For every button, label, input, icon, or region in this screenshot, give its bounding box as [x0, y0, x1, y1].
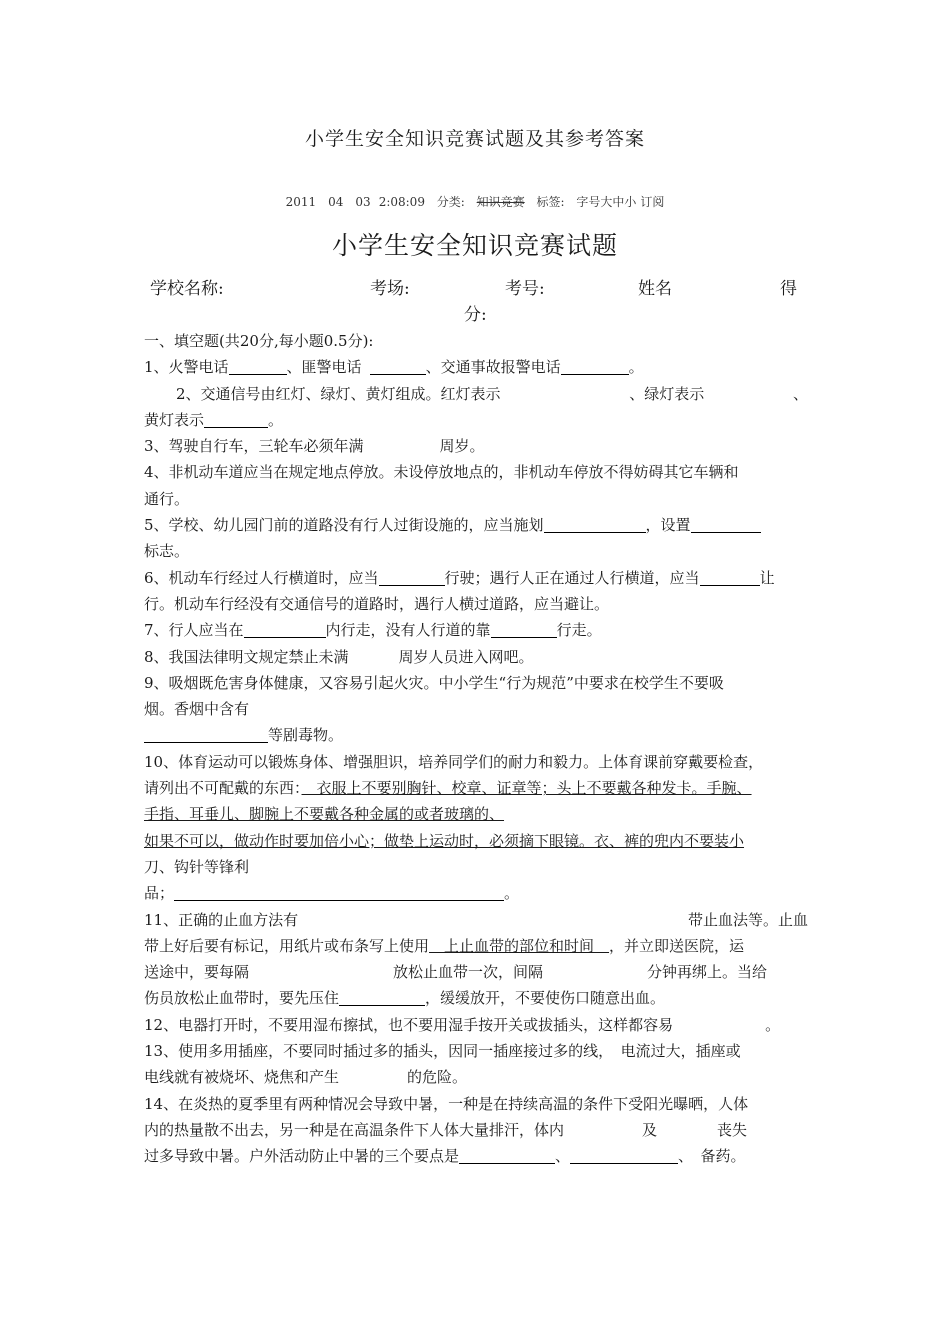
question-9: 9、吸烟既危害身体健康，又容易引起火灾。中小学生“行为规范”中要求在校学生不要吸	[144, 673, 724, 692]
score-label-part1: 得	[780, 279, 797, 299]
question-2-cont: 黄灯表示 。	[144, 410, 284, 429]
question-9-cont: 烟。香烟中含有	[144, 700, 250, 719]
question-13-cont: 电线就有被烧坏、烧焦和产生 的危险。	[144, 1068, 468, 1087]
question-10: 10、体育运动可以锻炼身体、增强胆识，培养同学们的耐力和毅力。上体育课前穿戴要检查，	[144, 752, 764, 771]
post-meta	[0, 193, 950, 210]
document-title: 小学生安全知识竞赛试题及其参考答案	[304, 128, 645, 150]
question-10-cont-2: 手指、耳垂儿、脚腕上不要戴各种金属的或者玻璃的、	[144, 805, 505, 824]
question-7: 7、行人应当在 内行走，没有人行道的靠 行走。	[144, 621, 602, 640]
question-3: 3、驾驶自行车，三轮车必须年满 周岁。	[144, 437, 485, 456]
question-5-cont: 标志。	[144, 542, 190, 561]
question-12: 12、电器打开时，不要用湿布擦拭，也不要用湿手按开关或拔插头，这样都容易 。	[144, 1015, 781, 1034]
question-13: 13、使用多用插座，不要同时插过多的插头，因同一插座接过多的线， 电流过大，插座或	[144, 1042, 741, 1061]
question-4: 4、非机动车道应当在规定地点停放。未设停放地点的，非机动车停放不得妨碍其它车辆和	[144, 463, 739, 482]
question-8: 8、我国法律明文规定禁止未满 周岁人员进入网吧。	[144, 647, 534, 666]
question-11-cont-2: 送途中，要每隔 放松止血带一次，间隔 分钟再绑上。当给	[144, 963, 768, 982]
question-11: 11、正确的止血方法有 带止血法等。止血	[144, 910, 808, 929]
student-name-label: 姓名	[638, 279, 672, 299]
question-11-cont-3: 伤员放松止血带时，要先压住 ，缓缓放开，不要使伤口随意出血。	[144, 989, 666, 1008]
post-date: 2011 04 03	[285, 195, 371, 209]
tags-label: 标签:	[536, 195, 565, 209]
question-2: 2、交通信号由红灯、绿灯、黄灯组成。红灯表示 、绿灯表示 、	[176, 384, 808, 403]
exam-number-label: 考号:	[505, 279, 545, 299]
question-10-cont-4: 刀、钩针等锋利	[144, 857, 250, 876]
question-4-cont: 通行。	[144, 489, 190, 508]
question-1: 1、火警电话 、匪警电话 、交通事故报警电话 。	[144, 358, 644, 377]
question-10-cont-1: 请列出不可配戴的东西： 衣服上不要别胸针、校章、证章等；头上不要戴各种发卡。手腕、	[144, 779, 752, 798]
question-14-cont-2: 过多导致中暑。户外活动防止中暑的三个要点是 、 、 备药。	[144, 1147, 746, 1166]
question-14-cont-1: 内的热量散不出去，另一种是在高温条件下人体大量排汗，体内 及 丧失	[144, 1120, 748, 1139]
question-14: 14、在炎热的夏季里有两种情况会导致中暑，一种是在持续高温的条件下受阳光曝晒，人体	[144, 1094, 749, 1113]
score-label-part2: 分:	[464, 305, 487, 325]
post-time: 2:08:09	[378, 195, 425, 209]
category-label: 分类:	[436, 195, 465, 209]
font-size-switch[interactable]: 字号大中小	[576, 195, 637, 209]
question-6-cont: 行。机动车行经没有交通信号的道路时，遇行人横过道路，应当避让。	[144, 594, 610, 613]
subscribe-link[interactable]: 订阅	[640, 195, 665, 209]
section-heading: 一、填空题(共20分,每小题0.5分):	[144, 332, 374, 350]
question-list	[144, 328, 808, 1170]
category-link[interactable]: 知识竞赛	[476, 195, 525, 209]
question-9-blank-line: 等剧毒物。	[144, 722, 808, 748]
filled-answer: 衣服上不要别胸针、校章、证章等；头上不要戴各种发卡。手腕、	[301, 779, 752, 798]
question-10-cont-3: 如果不可以，做动作时要加倍小心；做垫上运动时，必须摘下眼镜。衣、裤的兜内不要装小	[144, 831, 745, 850]
question-6: 6、机动车行经过人行横道时，应当 行驶；遇行人正在通过人行横道，应当 让	[144, 568, 775, 587]
school-name-label: 学校名称:	[150, 279, 224, 299]
question-11-cont-1: 带上好后要有标记，用纸片或布条写上使用 上止血带的部位和时间 ，并立即送医院，运	[144, 936, 745, 955]
exam-room-label: 考场:	[370, 279, 410, 299]
question-10-cont-5: 品； 。	[144, 884, 520, 903]
exam-title: 小学生安全知识竞赛试题	[331, 231, 618, 260]
question-5: 5、学校、幼儿园门前的道路没有行人过街设施的，应当施划 ，设置	[144, 512, 808, 538]
